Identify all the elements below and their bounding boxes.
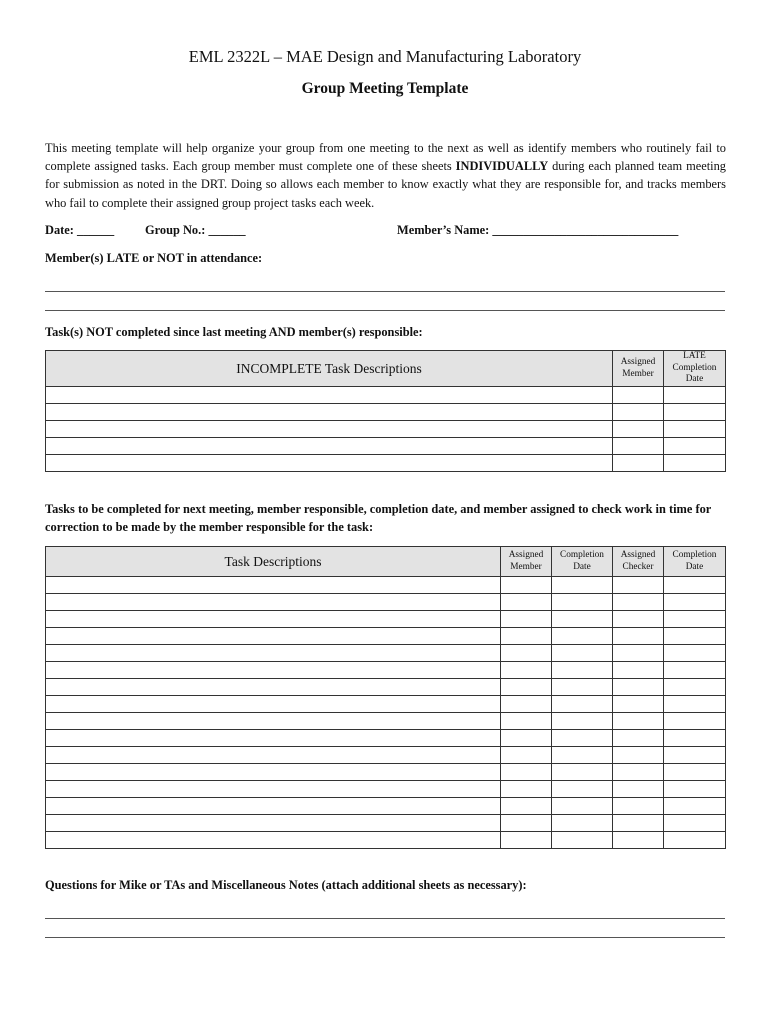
table-row (46, 764, 726, 781)
table-cell[interactable] (664, 594, 726, 611)
table-row (46, 387, 726, 404)
table-cell[interactable] (664, 421, 726, 438)
table-row (46, 455, 726, 472)
table-cell[interactable] (501, 696, 552, 713)
table-cell[interactable] (46, 387, 613, 404)
table-cell[interactable] (501, 781, 552, 798)
table-row (46, 781, 726, 798)
table-cell[interactable] (664, 645, 726, 662)
notes-line-1[interactable] (45, 918, 725, 919)
table-cell[interactable] (501, 832, 552, 849)
notes-line-2[interactable] (45, 937, 725, 938)
completion-date-line-1: Completion (560, 550, 604, 560)
table-cell[interactable] (46, 730, 501, 747)
assigned-member-line-1: Assigned (508, 550, 544, 560)
table-cell[interactable] (46, 611, 501, 628)
table-cell[interactable] (613, 696, 664, 713)
table-cell[interactable] (501, 577, 552, 594)
table-cell[interactable] (501, 628, 552, 645)
table-cell[interactable] (552, 594, 613, 611)
assigned-member-header-line-1: Assigned (620, 357, 656, 367)
member-name-field[interactable]: Member’s Name: ______________________________ (397, 223, 679, 237)
attendance-label: Member(s) LATE or NOT in attendance: (45, 251, 263, 265)
table-cell[interactable] (613, 645, 664, 662)
table-cell[interactable] (613, 628, 664, 645)
table-cell[interactable] (501, 730, 552, 747)
table-cell[interactable] (501, 645, 552, 662)
page-title: Group Meeting Template (301, 80, 469, 97)
table-cell[interactable] (46, 815, 501, 832)
table-cell[interactable] (501, 798, 552, 815)
incomplete-tasks-body (46, 387, 726, 472)
table-cell[interactable] (552, 815, 613, 832)
task-descriptions-header: Task Descriptions (46, 547, 501, 577)
table-cell[interactable] (46, 679, 501, 696)
table-row (46, 696, 726, 713)
table-cell[interactable] (46, 577, 501, 594)
late-header-line-2: Completion (672, 362, 717, 373)
table-cell[interactable] (613, 455, 664, 472)
table-cell[interactable] (613, 747, 664, 764)
table-row (46, 798, 726, 815)
table-cell[interactable] (46, 781, 501, 798)
table-cell[interactable] (552, 577, 613, 594)
table-row (46, 832, 726, 849)
table-cell[interactable] (613, 577, 664, 594)
assigned-checker-line-1: Assigned (620, 550, 656, 560)
table-cell[interactable] (501, 815, 552, 832)
table-cell[interactable] (552, 764, 613, 781)
assigned-checker-line-2: Checker (622, 561, 654, 572)
table-cell[interactable] (46, 662, 501, 679)
table-cell[interactable] (664, 815, 726, 832)
table-cell[interactable] (664, 832, 726, 849)
next-tasks-label: Tasks to be completed for next meeting, member responsible, completion date, and member assigned to check work in time for correction to be made by the member responsible for the task: (45, 502, 712, 534)
table-cell[interactable] (46, 594, 501, 611)
table-cell[interactable] (501, 679, 552, 696)
table-cell[interactable] (552, 781, 613, 798)
table-row (46, 679, 726, 696)
late-header-line-3: Date (685, 374, 704, 385)
table-cell[interactable] (664, 611, 726, 628)
next-tasks-header-row (46, 547, 726, 577)
course-title: EML 2322L – MAE Design and Manufacturing Laboratory (188, 47, 582, 66)
table-cell[interactable] (613, 713, 664, 730)
table-cell[interactable] (664, 662, 726, 679)
table-cell[interactable] (46, 747, 501, 764)
incomplete-tasks-table (45, 350, 726, 472)
table-cell[interactable] (664, 438, 726, 455)
table-cell[interactable] (613, 611, 664, 628)
group-number-field[interactable]: Group No.: ______ (145, 223, 246, 237)
table-cell[interactable] (552, 832, 613, 849)
table-cell[interactable] (46, 628, 501, 645)
table-cell[interactable] (613, 662, 664, 679)
table-cell[interactable] (46, 713, 501, 730)
table-cell[interactable] (501, 611, 552, 628)
table-cell[interactable] (552, 611, 613, 628)
checker-completion-date-header (664, 547, 726, 577)
table-cell[interactable] (46, 832, 501, 849)
checker-completion-line-1: Completion (672, 550, 717, 560)
table-cell[interactable] (664, 730, 726, 747)
intro-text-1: This meeting template will help organize your group from one meeting to the next as well as identify members who routinely fail to complete assigned tasks. Each group member must complete one of these sheets (45, 141, 726, 174)
table-cell[interactable] (552, 798, 613, 815)
table-cell[interactable] (664, 696, 726, 713)
assigned-member-header-line-2: Member (622, 368, 654, 379)
table-row (46, 713, 726, 730)
table-row (46, 815, 726, 832)
assigned-checker-header (613, 547, 664, 577)
table-cell[interactable] (613, 798, 664, 815)
table-cell[interactable] (613, 438, 664, 455)
table-cell[interactable] (552, 713, 613, 730)
completion-date-header (552, 547, 613, 577)
table-cell[interactable] (664, 781, 726, 798)
table-cell[interactable] (664, 679, 726, 696)
table-cell[interactable] (46, 645, 501, 662)
table-row (46, 662, 726, 679)
table-cell[interactable] (613, 679, 664, 696)
attendance-line-1[interactable] (45, 291, 725, 292)
table-cell[interactable] (552, 696, 613, 713)
checker-completion-line-2: Date (685, 561, 704, 572)
intro-emphasis: INDIVIDUALLY (455, 159, 549, 174)
table-cell[interactable] (501, 594, 552, 611)
late-completion-date-header (664, 351, 726, 387)
table-cell[interactable] (46, 438, 613, 455)
table-cell[interactable] (552, 645, 613, 662)
table-row (46, 577, 726, 594)
table-cell[interactable] (552, 628, 613, 645)
incomplete-tasks-label: Task(s) NOT completed since last meeting AND member(s) responsible: (45, 325, 423, 339)
incomplete-task-header: INCOMPLETE Task Descriptions (46, 351, 613, 387)
table-cell[interactable] (664, 798, 726, 815)
table-cell[interactable] (46, 764, 501, 781)
table-cell[interactable] (664, 404, 726, 421)
table-row (46, 611, 726, 628)
completion-date-line-2: Date (573, 561, 591, 572)
attendance-line-2[interactable] (45, 310, 725, 311)
table-cell[interactable] (664, 628, 726, 645)
table-cell[interactable] (46, 798, 501, 815)
table-row (46, 438, 726, 455)
notes-label: Questions for Mike or TAs and Miscellaneous Notes (attach additional sheets as necessary): (45, 878, 527, 892)
table-cell[interactable] (613, 387, 664, 404)
table-cell[interactable] (46, 455, 613, 472)
late-header-line-1: LATE (683, 351, 706, 362)
table-cell[interactable] (613, 404, 664, 421)
table-cell[interactable] (501, 713, 552, 730)
next-tasks-body (46, 577, 726, 849)
next-tasks-table (45, 546, 726, 849)
table-row (46, 421, 726, 438)
table-cell[interactable] (501, 662, 552, 679)
table-cell[interactable] (613, 832, 664, 849)
table-cell[interactable] (613, 815, 664, 832)
table-cell[interactable] (664, 747, 726, 764)
table-cell[interactable] (46, 421, 613, 438)
table-cell[interactable] (613, 594, 664, 611)
table-row (46, 730, 726, 747)
intro-text-2: during each planned team meeting for submission as noted in the DRT. Doing so allows each member to know exactly what they are responsible for, and tracks members who fail to complete their assigned group project tasks each week. (45, 159, 727, 210)
table-cell[interactable] (613, 730, 664, 747)
table-cell[interactable] (552, 730, 613, 747)
table-cell[interactable] (664, 455, 726, 472)
table-row (46, 404, 726, 421)
date-field[interactable]: Date: ______ (45, 223, 115, 237)
assigned-member-header (613, 351, 664, 387)
table-row (46, 747, 726, 764)
incomplete-header-row (46, 351, 726, 387)
table-cell[interactable] (613, 421, 664, 438)
table-row (46, 628, 726, 645)
intro-paragraph (45, 139, 726, 212)
table-cell[interactable] (46, 696, 501, 713)
table-row (46, 645, 726, 662)
table-cell[interactable] (613, 764, 664, 781)
table-cell[interactable] (664, 764, 726, 781)
table-cell[interactable] (501, 764, 552, 781)
table-cell[interactable] (501, 747, 552, 764)
table-cell[interactable] (613, 781, 664, 798)
assigned-member-line-2: Member (510, 561, 542, 572)
table-cell[interactable] (552, 679, 613, 696)
table-cell[interactable] (664, 577, 726, 594)
table-cell[interactable] (552, 747, 613, 764)
assigned-member-header (501, 547, 552, 577)
table-row (46, 594, 726, 611)
table-cell[interactable] (46, 404, 613, 421)
table-cell[interactable] (664, 387, 726, 404)
table-cell[interactable] (664, 713, 726, 730)
table-cell[interactable] (552, 662, 613, 679)
